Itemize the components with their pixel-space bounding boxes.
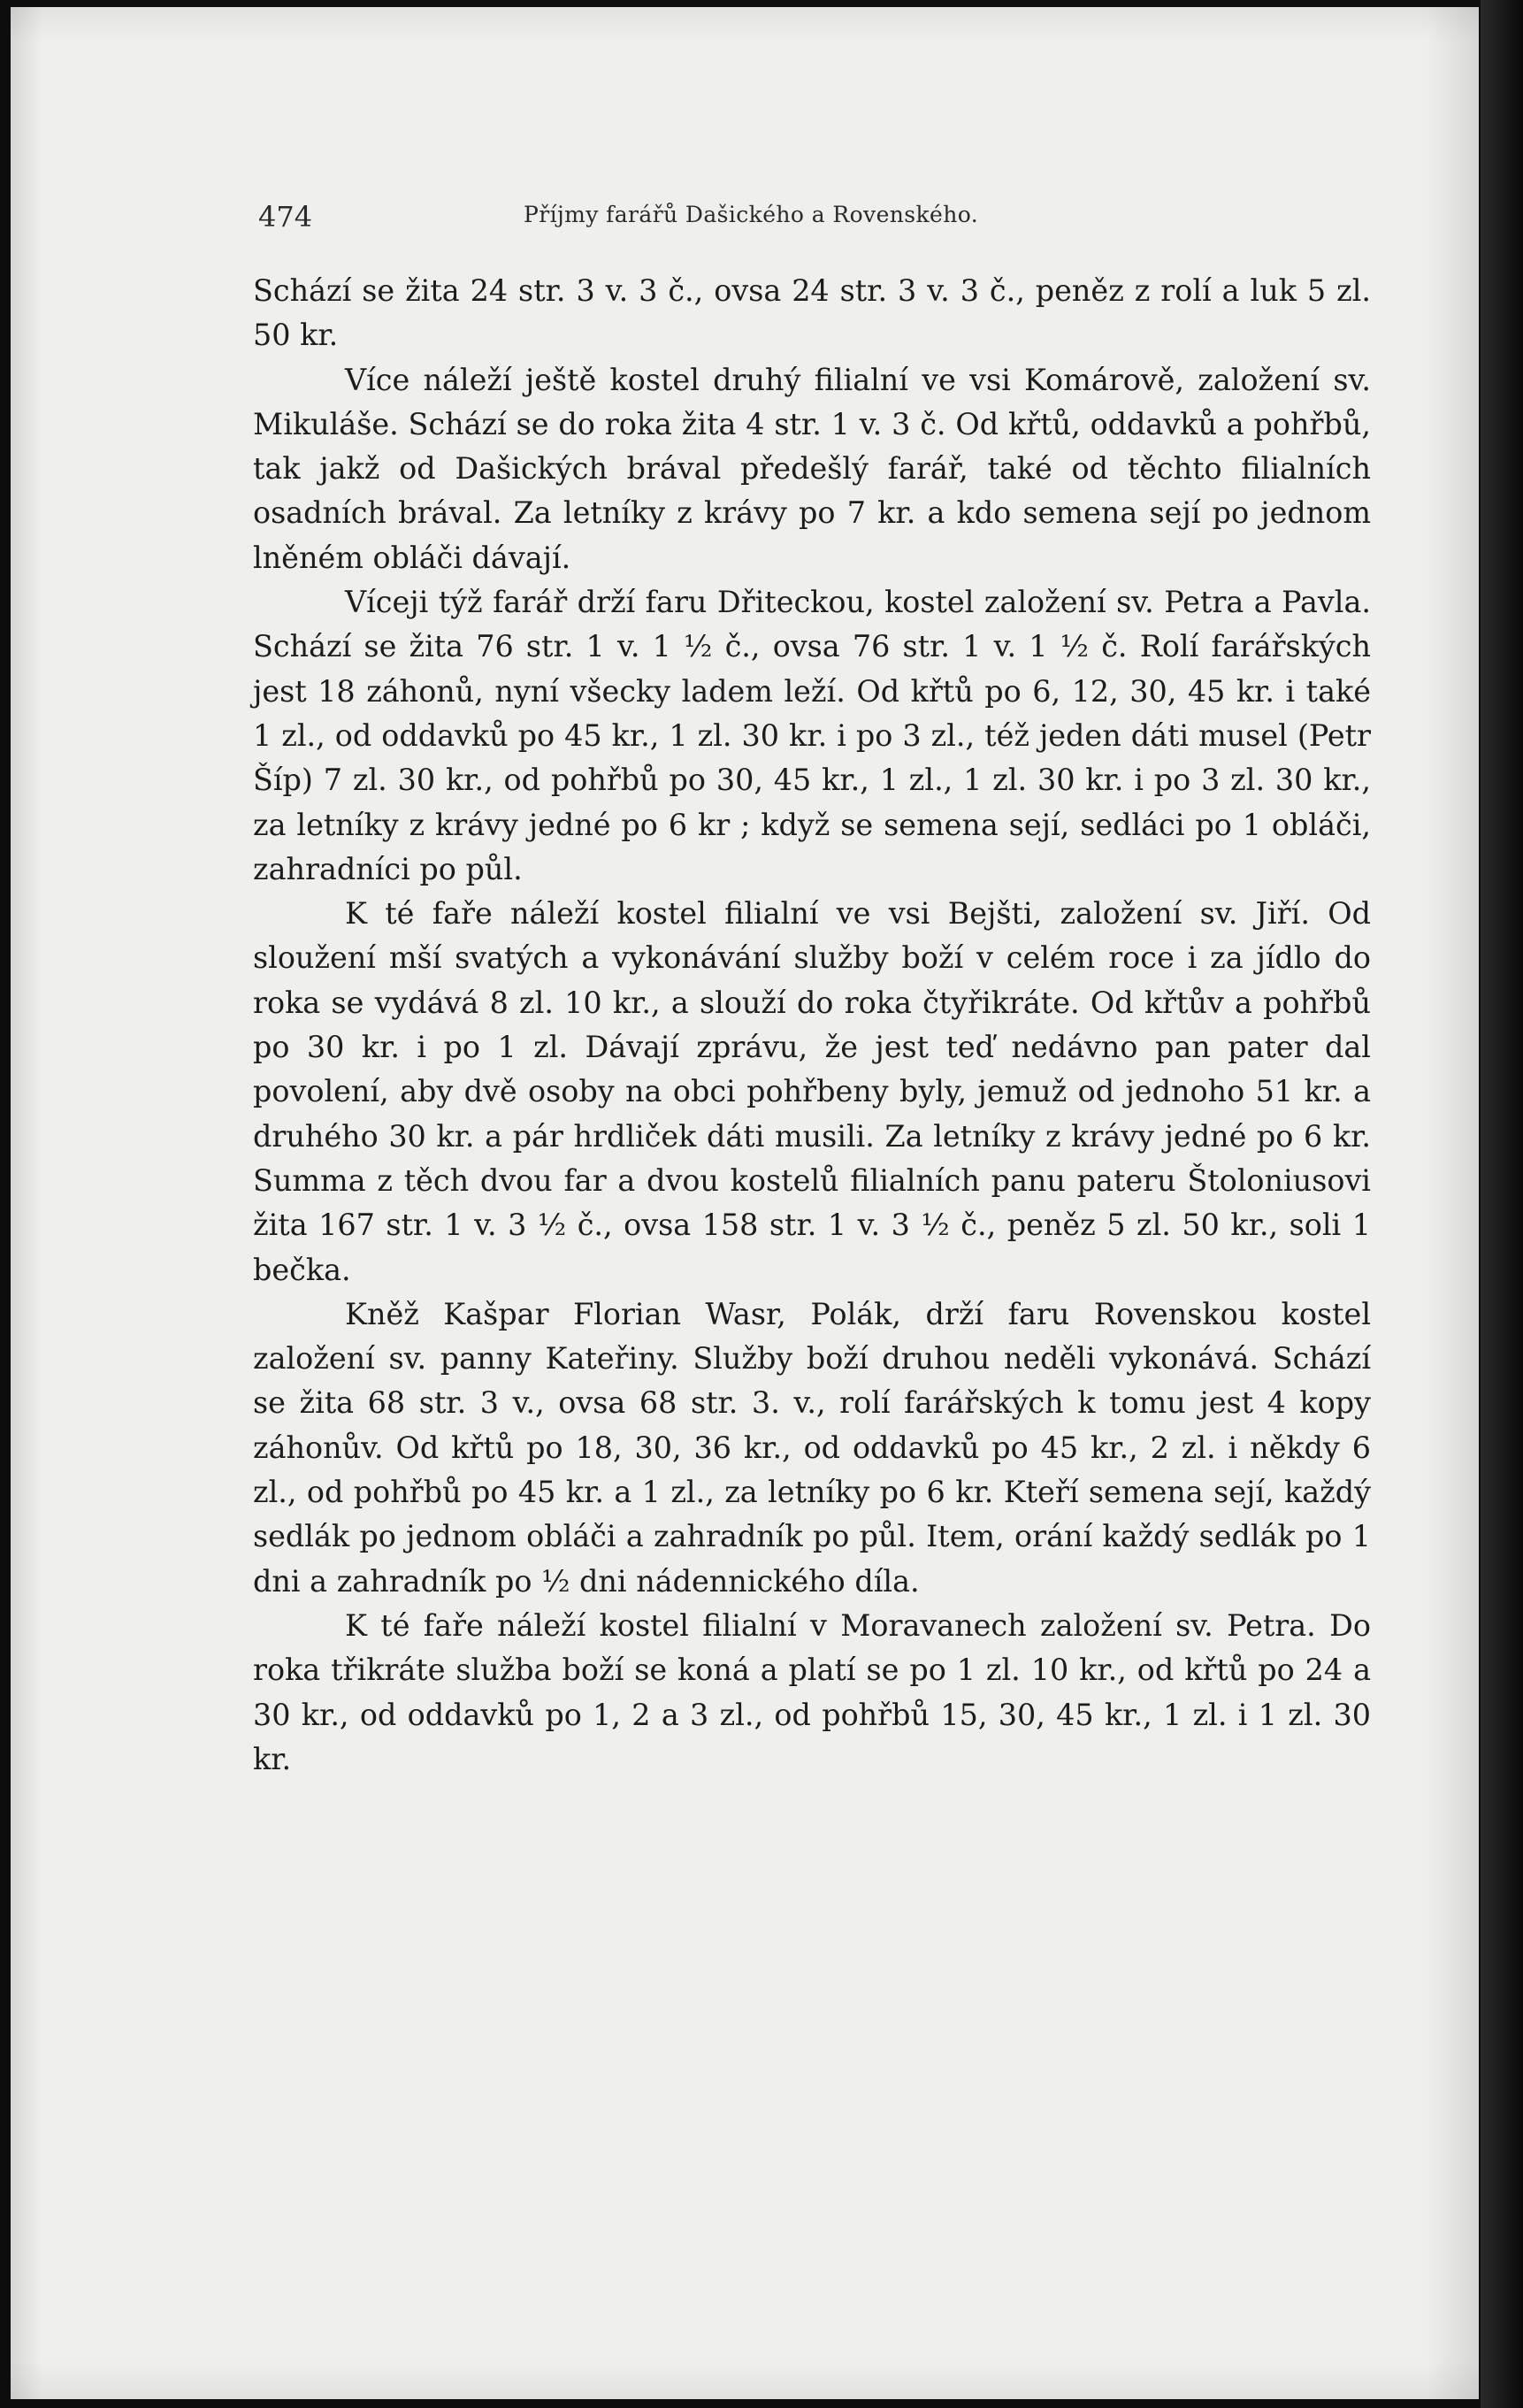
running-title: Příjmy farářů Dašického a Rovenského. — [524, 202, 979, 227]
page-header — [253, 196, 1371, 235]
book-edge-shadow — [1481, 0, 1523, 2408]
paragraph-3: Víceji týž farář drží faru Dřiteckou, kostel založení sv. Petra a Pavla. Schází se žita 76 str. 1 v. 1 ½ č., ovsa 76 str. 1 v. 1 ½ č. Rolí farářských jest 18 záhonů, nyní všecky ladem leží. Od křtů po 6, 12, 30, 45 kr. i také 1 zl., od oddavků po 45 kr., 1 zl. 30 kr. i po 3 zl., též jeden dáti musel (Petr Šíp) 7 zl. 30 kr., od pohřbů po 30, 45 kr., 1 zl., 1 zl. 30 kr. i po 3 zl. 30 kr., za letníky z krávy jedné po 6 kr ; když se semena sejí, sedláci po 1 obláči, zahradníci po půl. — [253, 585, 1371, 886]
paragraph-6: K té faře náleží kostel filialní v Moravanech založení sv. Petra. Do roka třikráte služba boží se koná a platí se po 1 zl. 10 kr., od křtů po 24 a 30 kr., od oddavků po 1, 2 a 3 zl., od pohřbů 15, 30, 45 kr., 1 zl. i 1 zl. 30 kr. — [253, 1607, 1371, 1776]
paragraph-4: K té faře náleží kostel filialní ve vsi Bejšti, založení sv. Jiří. Od sloužení mší svatých a vykonávání služby boží v celém roce i za jídlo do roka se vydává 8 zl. 10 kr., a slouží do roka čtyřikráte. Od křtův a pohřbů po 30 kr. i po 1 zl. Dávají zprávu, že jest teď nedávno pan pater dal povolení, aby dvě osoby na obci pohřbeny byly, jemuž od jednoho 51 kr. a druhého 30 kr. a pár hrdliček dáti musili. Za letníky z krávy jedné po 6 kr. Summa z těch dvou far a dvou kostelů filialních panu pateru Štoloniusovi žita 167 str. 1 v. 3 ½ č., ovsa 158 str. 1 v. 3 ½ č., peněz 5 zl. 50 kr., soli 1 bečka. — [253, 896, 1371, 1287]
paragraph-2: Více náleží ještě kostel druhý filialní ve vsi Komárově, založení sv. Mikuláše. Schází se do roka žita 4 str. 1 v. 3 č. Od křtů, oddavků a pohřbů, tak jakž od Dašických brával předešlý farář, také od těchto filialních osadních brával. Za letníky z krávy po 7 kr. a kdo semena sejí po jednom lněném obláči dávají. — [253, 362, 1371, 575]
paragraph-5: Kněž Kašpar Florian Wasr, Polák, drží faru Rovenskou kostel založení sv. panny Kateřiny. Služby boží druhou neděli vykonává. Schází se žita 68 str. 3 v., ovsa 68 str. 3. v., rolí farářských k tomu jest 4 kopy záhonův. Od křtů po 18, 30, 36 kr., od oddavků po 45 kr., 2 zl. i někdy 6 zl., od pohřbů po 45 kr. a 1 zl., za letníky po 6 kr. Kteří semena sejí, každý sedlák po jednom obláči a zahradník po půl. Item, orání každý sedlák po 1 dni a zahradník po ½ dni nádennického díla. — [253, 1296, 1371, 1599]
book-page — [253, 196, 1371, 1782]
page-number: 474 — [258, 200, 313, 234]
body-text — [253, 269, 1371, 1782]
paragraph-1: Schází se žita 24 str. 3 v. 3 č., ovsa 24 str. 3 v. 3 č., peněz z rolí a luk 5 zl. 50 kr. — [253, 273, 1371, 353]
